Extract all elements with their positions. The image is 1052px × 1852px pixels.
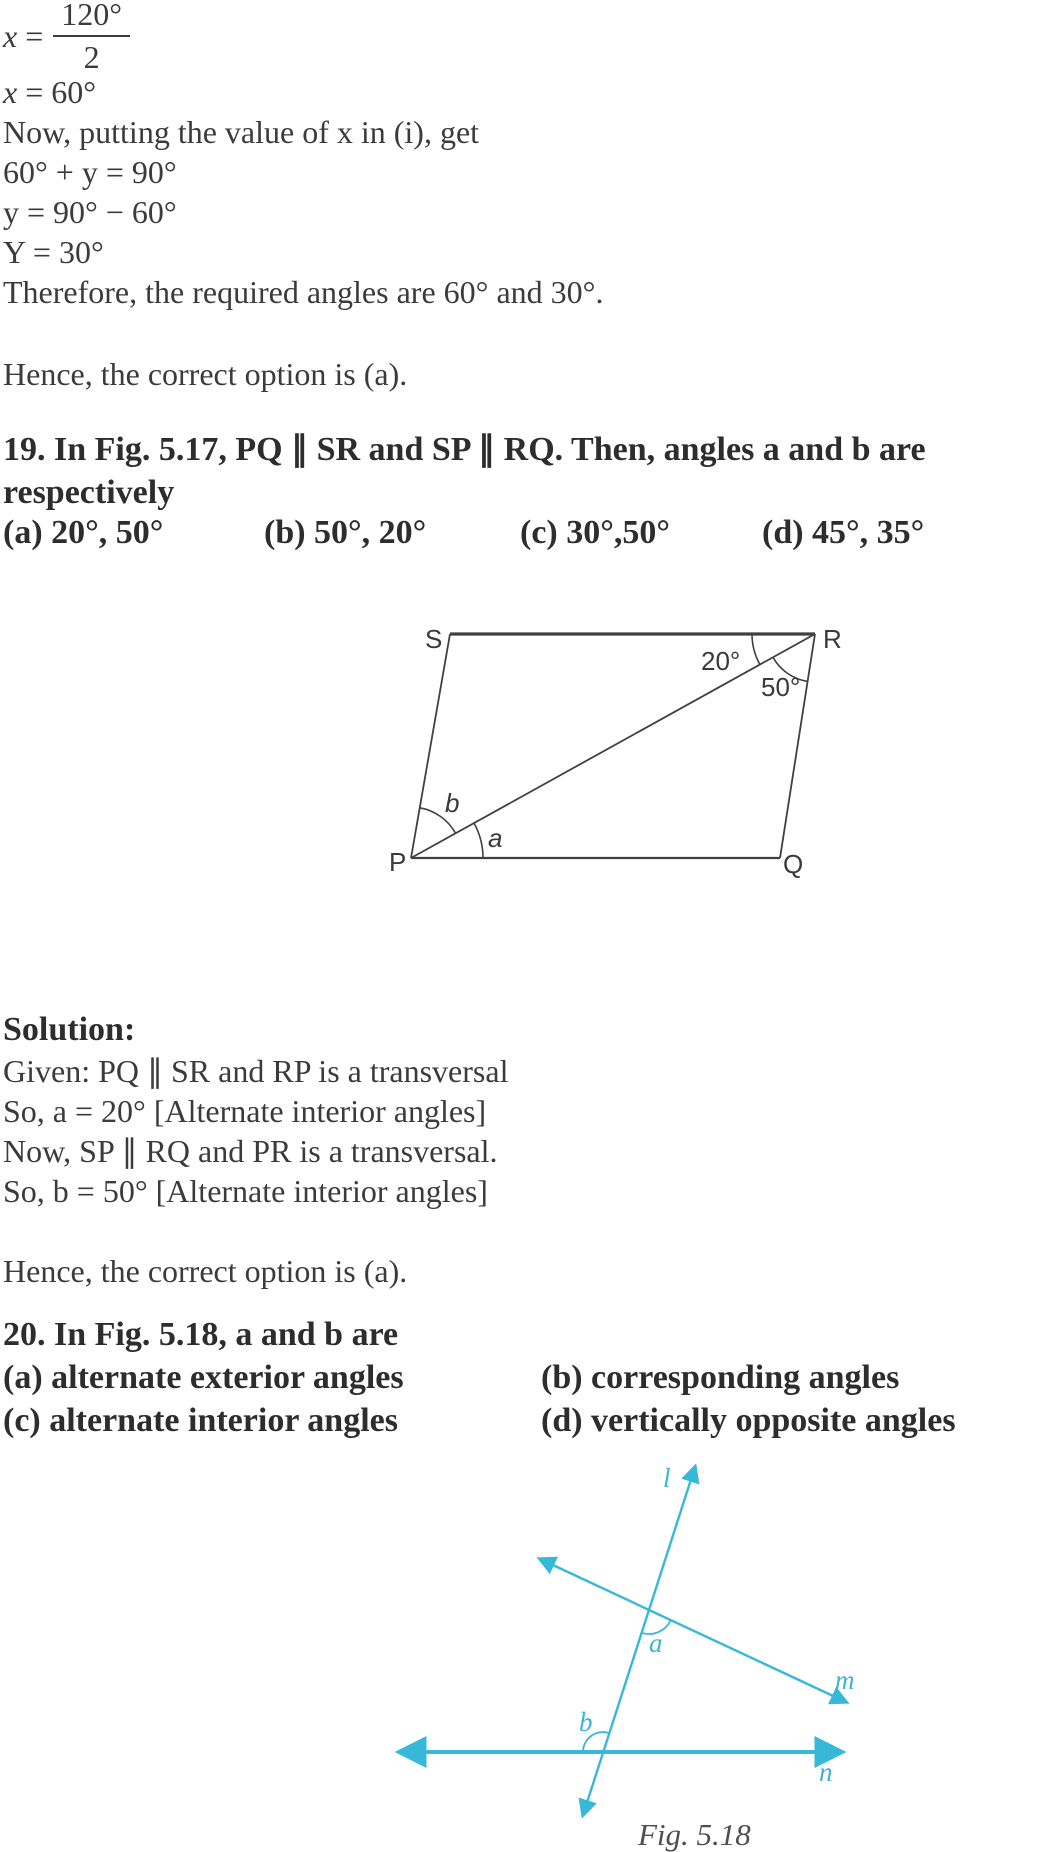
fraction-denominator: 2 (83, 39, 100, 75)
equation-x-value (3, 72, 1052, 112)
fraction-numerator: 120° (53, 0, 130, 37)
fig517-side-rq (780, 634, 815, 858)
solution-angle-a-line: So, a = 20° [Alternate interior angles] (3, 1093, 487, 1129)
fig517-vertex-p-label: P (389, 847, 407, 877)
question-20-options (3, 1356, 1052, 1442)
equation-60-plus-y: 60° + y = 90° (3, 154, 177, 190)
option-19-b: (b) 50°, 20° (264, 514, 427, 551)
fig517-angle-20-label: 20° (701, 646, 741, 676)
option-19-c: (c) 30°,50° (520, 514, 670, 551)
fig518-line-m-label: m (835, 1665, 855, 1695)
option-20-d: (d) vertically opposite angles (541, 1402, 956, 1439)
substitution-line: Now, putting the value of x in (i), get (3, 114, 480, 150)
figure-5-18 (383, 1447, 873, 1852)
fraction-variable: x (3, 17, 18, 54)
fig518-angle-a-label: a (649, 1628, 663, 1658)
solution-now-line: Now, SP ∥ RQ and PR is a transversal. (3, 1133, 498, 1169)
option-20-a: (a) alternate exterior angles (3, 1359, 404, 1396)
fig517-diagonal-pr (411, 634, 815, 858)
fig517-angle-50-label: 50° (761, 672, 801, 702)
option-20-c: (c) alternate interior angles (3, 1402, 398, 1439)
fig518-caption: Fig. 5.18 (638, 1817, 751, 1852)
therefore-line: Therefore, the required angles are 60° and 30°. (3, 274, 604, 310)
solution-heading: Solution: (3, 1011, 136, 1048)
fig518-line-m (540, 1559, 846, 1702)
question-20-heading: 20. In Fig. 5.18, a and b are (3, 1316, 399, 1353)
option-19-a: (a) 20°, 50° (3, 514, 164, 551)
solution-angle-b-line: So, b = 50° [Alternate interior angles] (3, 1173, 488, 1209)
fig518-line-l-label: l (663, 1463, 671, 1493)
question-19-heading-line2: respectively (3, 474, 175, 511)
fraction (53, 0, 130, 76)
fig518-angle-b-label: b (579, 1707, 593, 1737)
fig517-angle-a-label: a (488, 823, 503, 853)
fig517-angle-b-label: b (445, 788, 460, 818)
question-19-heading-line1: 19. In Fig. 5.17, PQ ∥ SR and SP ∥ RQ. Then, angles a and b are (3, 431, 926, 468)
fig518-line-n-label: n (819, 1757, 833, 1787)
hence-line-18: Hence, the correct option is (a). (3, 356, 408, 392)
variable-x: x (3, 74, 18, 110)
fig517-vertex-r-label: R (823, 624, 842, 654)
fig517-vertex-s-label: S (425, 624, 443, 654)
equation-y-90-minus-60: y = 90° − 60° (3, 194, 177, 230)
option-20-b: (b) corresponding angles (541, 1359, 900, 1396)
hence-line-19: Hence, the correct option is (a). (3, 1253, 408, 1289)
solution-given-line: Given: PQ ∥ SR and RP is a transversal (3, 1053, 509, 1089)
fig517-vertex-q-label: Q (783, 849, 804, 879)
fig518-line-l (583, 1467, 695, 1815)
fraction-equals-sign: = (25, 17, 44, 54)
figure-5-17 (333, 590, 903, 880)
equation-fraction-line (3, 0, 1052, 75)
fig517-arc-a (474, 823, 483, 858)
fig517-arc-20 (752, 634, 760, 665)
option-19-d: (d) 45°, 35° (762, 514, 925, 551)
question-19-options (3, 514, 1052, 557)
equation-x-rest: = 60° (17, 74, 97, 110)
fig517-side-sp (411, 634, 450, 858)
equation-y-30: Y = 30° (3, 234, 104, 270)
